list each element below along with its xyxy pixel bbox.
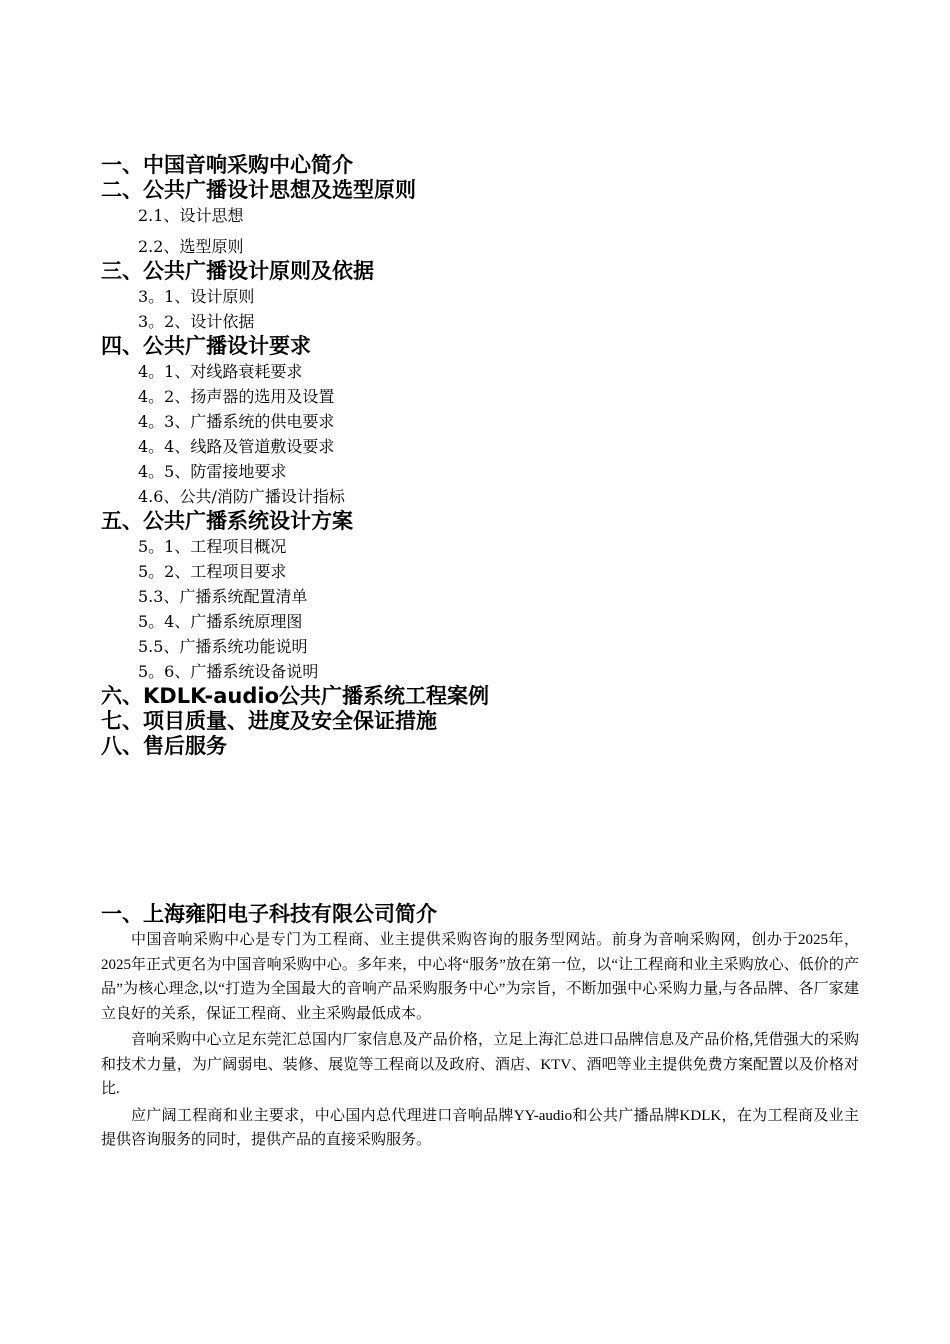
toc-heading: 七、项目质量、进度及安全保证措施: [101, 709, 437, 733]
toc-heading: 八、售后服务: [101, 734, 227, 758]
toc-heading: 五、公共广播系统设计方案: [101, 509, 353, 533]
body-paragraph: 音响采购中心立足东莞汇总国内厂家信息及产品价格，立足上海汇总进口品牌信息及产品价格,凭借强大的采购和技术力量，为广阔弱电、装修、展览等工程商以及政府、酒店、KTV、酒吧等业主提供免费方案配置以及价格对比.: [101, 1032, 859, 1097]
toc-subheading: 5.5、广播系统功能说明: [138, 637, 308, 656]
toc-subheading: 5。4、广播系统原理图: [138, 612, 303, 631]
toc-subheading: 3。1、设计原则: [138, 287, 255, 306]
toc-heading: 六、KDLK-audio公共广播系统工程案例: [101, 684, 490, 708]
toc-subheading: 4。5、防雷接地要求: [138, 462, 287, 481]
toc-subheading: 5.3、广播系统配置清单: [138, 587, 308, 606]
toc-subheading: 4。4、线路及管道敷设要求: [138, 437, 335, 456]
toc-subheading: 5。2、工程项目要求: [138, 562, 287, 581]
toc-subheading: 5。1、工程项目概况: [138, 537, 287, 556]
toc-subheading: 5。6、广播系统设备说明: [138, 662, 319, 681]
toc-subheading: 3。2、设计依据: [138, 312, 255, 331]
toc-heading: 三、公共广播设计原则及依据: [101, 259, 374, 283]
toc-heading: 二、公共广播设计思想及选型原则: [101, 178, 416, 202]
body-paragraph: 中国音响采购中心是专门为工程商、业主提供采购咨询的服务型网站。前身为音响采购网，创办于2025年，2025年正式更名为中国音响采购中心。多年来，中心将“服务”放在第一位，以“让工程商和业主采购放心、低价的产品”为核心理念,以“打造为全国最大的音响产品采购服务中心”为宗旨，不断加强中心采购力量,与各品牌、各厂家建立良好的关系，保证工程商、业主采购最低成本。: [101, 932, 859, 1022]
body-paragraph: 应广阔工程商和业主要求，中心国内总代理进口音响品牌YY-audio和公共广播品牌KDLK，在为工程商及业主提供咨询服务的同时，提供产品的直接采购服务。: [101, 1107, 859, 1148]
toc-heading: 一、中国音响采购中心简介: [101, 153, 353, 177]
toc-subheading: 4。1、对线路衰耗要求: [138, 362, 303, 381]
toc-subheading: 4.6、公共/消防广播设计指标: [138, 487, 345, 506]
toc-heading: 四、公共广播设计要求: [101, 334, 311, 358]
company-intro-section: [101, 900, 859, 1155]
toc-subheading: 2.2、选型原则: [138, 237, 244, 256]
section-title: 一、上海雍阳电子科技有限公司简介: [101, 902, 437, 926]
table-of-contents: [101, 153, 861, 759]
toc-subheading: 4。2、扬声器的选用及设置: [138, 387, 335, 406]
toc-subheading: 2.1、设计思想: [138, 206, 244, 225]
toc-subheading: 4。3、广播系统的供电要求: [138, 412, 335, 431]
